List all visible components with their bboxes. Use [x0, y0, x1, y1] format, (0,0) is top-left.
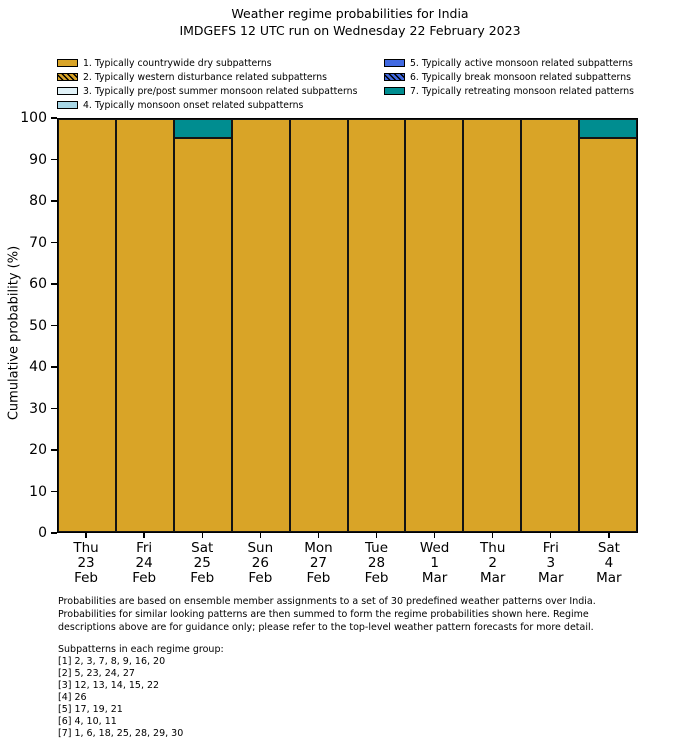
x-tick-mark	[318, 533, 319, 538]
x-tick-label: Thu	[73, 540, 99, 556]
y-tick-label: 40	[29, 359, 47, 375]
legend-item	[384, 84, 634, 98]
x-tick-label: Tue	[364, 540, 389, 556]
x-tick-mark	[376, 533, 377, 538]
x-tick-label: 28	[367, 555, 386, 571]
subpattern-group: [5] 17, 19, 21	[58, 704, 123, 715]
legend-label: 5. Typically active monsoon related subpatterns	[410, 57, 633, 69]
bar-segment	[579, 119, 637, 138]
bar	[232, 119, 290, 532]
plot-area	[57, 118, 638, 533]
x-tick-mark	[85, 533, 86, 538]
bar-segment	[348, 119, 406, 532]
y-tick-label: 50	[29, 317, 47, 334]
subpattern-group: [7] 1, 6, 18, 25, 28, 29, 30	[58, 728, 184, 739]
x-tick-mark	[550, 533, 551, 538]
legend-label: 7. Typically retreating monsoon related patterns	[410, 85, 635, 97]
x-tick-label: Feb	[306, 570, 331, 586]
legend	[57, 56, 634, 112]
bar-segment	[405, 119, 463, 532]
x-tick-label: 1	[430, 555, 439, 571]
x-tick-label: Thu	[480, 540, 506, 556]
y-tick-label: 60	[29, 276, 47, 292]
y-tick-label: 20	[29, 442, 47, 458]
subpattern-group: [1] 2, 3, 7, 8, 9, 16, 20	[58, 656, 166, 667]
x-tick-label: 2	[488, 555, 497, 571]
x-tick	[173, 533, 231, 586]
x-tick	[231, 533, 289, 586]
legend-swatch	[384, 59, 405, 67]
footer-line: descriptions above are for guidance only; please refer to the top-level weather pattern forecasts for more detail.	[58, 621, 594, 633]
x-tick	[115, 533, 173, 586]
x-tick	[406, 533, 464, 586]
y-tick	[0, 402, 57, 416]
y-tick	[0, 111, 57, 125]
y-axis	[0, 110, 57, 541]
legend-item	[57, 84, 384, 98]
x-tick	[289, 533, 347, 586]
x-tick-label: Sun	[247, 540, 274, 556]
bar-segment	[463, 119, 521, 532]
subpattern-group: [6] 4, 10, 11	[58, 716, 117, 727]
bar-segment	[290, 119, 348, 532]
chart-title: Weather regime probabilities for India	[231, 6, 469, 21]
x-tick-label: Sat	[597, 540, 620, 556]
x-tick-mark	[202, 533, 203, 538]
x-tick-label: Sat	[191, 540, 214, 556]
bar	[348, 119, 406, 532]
legend-item	[57, 98, 384, 112]
x-tick-label: 23	[77, 555, 95, 571]
legend-item	[57, 56, 384, 70]
x-tick	[580, 533, 638, 586]
footer-note	[58, 596, 596, 634]
legend-swatch	[57, 101, 78, 109]
bar-segment	[579, 138, 637, 532]
x-tick-label: Feb	[364, 570, 389, 586]
y-tick	[0, 153, 57, 167]
x-tick-mark	[434, 533, 435, 538]
legend-swatch	[57, 59, 78, 67]
x-tick-label: Feb	[248, 570, 273, 586]
y-tick	[0, 443, 57, 457]
subpattern-group: [2] 5, 23, 24, 27	[58, 668, 135, 679]
legend-label: 4. Typically monsoon onset related subpatterns	[83, 99, 304, 111]
y-axis-label: Cumulative probability (%)	[6, 245, 22, 421]
y-tick	[0, 194, 57, 208]
x-tick-label: Mar	[596, 570, 622, 586]
y-tick	[0, 526, 57, 540]
subpattern-group: [3] 12, 13, 14, 15, 22	[58, 680, 160, 691]
x-tick-label: Mon	[304, 540, 333, 556]
x-tick	[57, 533, 115, 586]
x-tick-label: Mar	[538, 570, 564, 586]
legend-swatch	[384, 87, 405, 95]
y-tick-label: 80	[29, 193, 47, 209]
x-tick-label: 4	[604, 555, 614, 571]
legend-item	[57, 70, 384, 84]
x-tick-label: 3	[546, 555, 556, 571]
y-tick-label: 70	[29, 234, 47, 251]
x-tick-label: Mar	[421, 570, 448, 586]
x-tick-mark	[143, 533, 144, 538]
x-tick-label: Wed	[419, 540, 450, 556]
x-tick	[464, 533, 522, 586]
x-tick-label: Feb	[132, 570, 157, 586]
y-tick-label: 100	[20, 110, 47, 126]
subpatterns-list	[58, 644, 224, 740]
x-tick-label: 26	[251, 555, 269, 571]
x-tick-mark	[608, 533, 609, 538]
legend-swatch	[384, 73, 405, 81]
subpattern-group: [4] 26	[58, 692, 87, 703]
x-tick-label: Fri	[542, 540, 559, 556]
bar-segment	[58, 119, 116, 532]
y-tick-label: 0	[38, 525, 47, 541]
bar	[521, 119, 579, 532]
y-tick	[0, 360, 57, 374]
x-tick	[347, 533, 405, 586]
y-tick-label: 90	[29, 151, 47, 168]
bar	[579, 119, 637, 532]
legend-swatch	[57, 87, 78, 95]
bar	[290, 119, 348, 532]
bar-segment	[174, 119, 232, 138]
legend-column-right	[384, 56, 634, 112]
x-tick-mark	[260, 533, 261, 538]
bar	[405, 119, 463, 532]
bar-segment	[174, 138, 232, 532]
x-tick-label: Mar	[479, 570, 506, 586]
bar-segment	[116, 119, 174, 532]
legend-label: 6. Typically break monsoon related subpatterns	[410, 71, 631, 83]
x-tick-label: Feb	[74, 570, 98, 586]
legend-item	[384, 56, 634, 70]
bar	[58, 119, 116, 532]
footer-line: Probabilities for similar looking patterns are then summed to form the regime probabilities shown here. Regime	[58, 608, 589, 620]
subpatterns-heading: Subpatterns in each regime group:	[58, 644, 224, 655]
legend-column-left	[57, 56, 384, 112]
x-axis	[57, 533, 638, 586]
legend-label: 2. Typically western disturbance related subpatterns	[83, 71, 327, 83]
y-tick	[0, 485, 57, 499]
x-tick-label: Feb	[190, 570, 215, 586]
x-tick-mark	[492, 533, 493, 538]
x-tick-label: Fri	[136, 540, 153, 556]
y-tick-label: 30	[29, 400, 47, 417]
bar	[174, 119, 232, 532]
bar	[116, 119, 174, 532]
x-tick-label: 24	[135, 555, 153, 571]
x-tick	[522, 533, 580, 586]
x-tick-label: 27	[309, 555, 328, 571]
x-tick-label: 25	[193, 555, 211, 571]
legend-swatch	[57, 73, 78, 81]
legend-label: 3. Typically pre/post summer monsoon related subpatterns	[83, 85, 358, 97]
bar-segment	[232, 119, 290, 532]
y-tick	[0, 277, 57, 291]
legend-label: 1. Typically countrywide dry subpatterns	[83, 57, 272, 69]
y-tick	[0, 236, 57, 250]
chart-subtitle: IMDGEFS 12 UTC run on Wednesday 22 February 2023	[179, 23, 521, 38]
y-tick	[0, 319, 57, 333]
bar	[463, 119, 521, 532]
bar-segment	[521, 119, 579, 532]
legend-item	[384, 70, 634, 84]
footer-line: Probabilities are based on ensemble member assignments to a set of 30 predefined weather patterns over India.	[58, 596, 596, 607]
y-tick-label: 10	[29, 483, 47, 500]
